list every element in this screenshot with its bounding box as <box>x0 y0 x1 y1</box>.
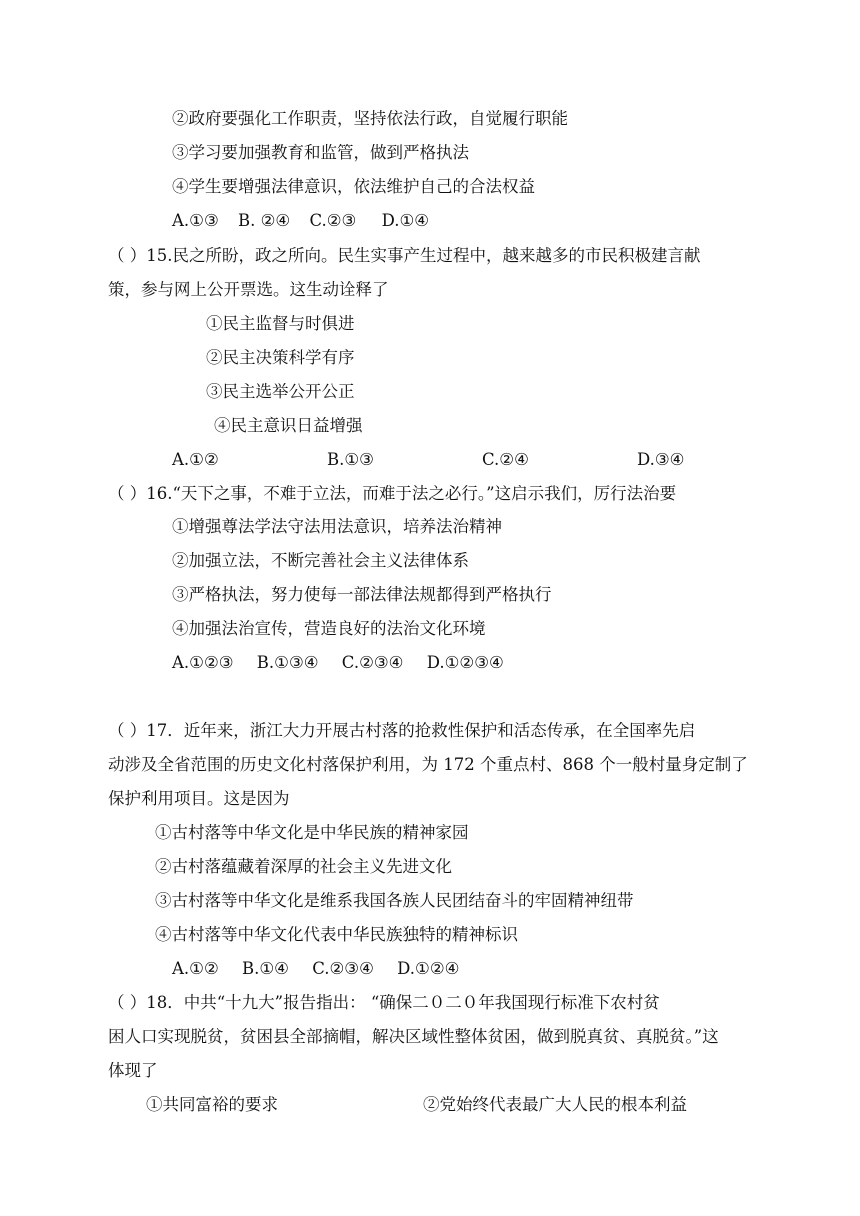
q15-item-2: ②民主决策科学有序 <box>206 348 355 367</box>
q16-item-1: ①增强尊法学法守法用法意识，培养法治精神 <box>172 517 502 536</box>
q16-answer-blank: （ ） <box>108 484 147 503</box>
q15-option-b: B.①③ <box>327 450 374 469</box>
q16-stem-line-1 <box>108 483 676 505</box>
q17-answer-blank: （ ） <box>108 721 147 740</box>
q17-options <box>172 958 459 980</box>
q17-item-2: ②古村落蕴藏着深厚的社会主义先进文化 <box>155 857 452 876</box>
q18-item-1: ①共同富裕的要求 <box>146 1095 278 1114</box>
q15-option-a: A.①② <box>172 450 219 469</box>
q17-option-c: C.②③④ <box>312 959 374 978</box>
q17-item-1: ①古村落等中华文化是中华民族的精神家园 <box>155 823 469 842</box>
q14-item-3: ③学习要加强教育和监管，做到严格执法 <box>172 143 469 162</box>
q15-stem-line-1 <box>108 245 701 267</box>
q18-answer-blank: （ ） <box>108 993 147 1012</box>
q14-item-4: ④学生要增强法律意识，依法维护自己的合法权益 <box>172 177 535 196</box>
q15-stem-line-2: 策，参与网上公开票选。这生动诠释了 <box>108 280 389 299</box>
q15-item-3: ③民主选举公开公正 <box>206 382 355 401</box>
q15-item-4: ④民主意识日益增强 <box>214 416 363 435</box>
q18-stem-line-1 <box>108 992 660 1014</box>
q18-stem-line-2: 困人口实现脱贫，贫困县全部摘帽，解决区域性整体贫困，做到脱真贫、真脱贫。”这 <box>108 1027 719 1046</box>
q14-option-b: B. ②④ <box>238 211 291 230</box>
q15-stem-text: 15.民之所盼，政之所向。民生实事产生过程中，越来越多的市民积极建言献 <box>146 246 701 265</box>
q15-answer-blank: （ ） <box>108 246 147 265</box>
q17-item-4: ④古村落等中华文化代表中华民族独特的精神标识 <box>155 925 518 944</box>
q18-item-2: ②党始终代表最广大人民的根本利益 <box>423 1095 687 1114</box>
q17-option-d: D.①②④ <box>397 959 460 978</box>
q16-stem-text: 16.“天下之事，不难于立法，而难于法之必行。”这启示我们，厉行法治要 <box>146 484 677 503</box>
q18-stem-text: 18．中共“十九大”报告指出： “确保二０二０年我国现行标准下农村贫 <box>146 993 660 1012</box>
q14-options <box>172 210 429 232</box>
q17-stem-line-3: 保护利用项目。这是因为 <box>108 789 290 808</box>
q16-item-4: ④加强法治宣传，营造良好的法治文化环境 <box>172 619 486 638</box>
q16-options <box>172 652 504 674</box>
q16-option-a: A.①②③ <box>172 653 234 672</box>
q15-item-1: ①民主监督与时俱进 <box>206 314 355 333</box>
q17-stem-line-2: 动涉及全省范围的历史文化村落保护利用，为 172 个重点村、868 个一般村量身定制了 <box>108 755 748 774</box>
q14-option-c: C.②③ <box>309 211 357 230</box>
q15-option-d: D.③④ <box>637 450 685 469</box>
q17-stem-line-1 <box>108 720 695 742</box>
q17-item-3: ③古村落等中华文化是维系我国各族人民团结奋斗的牢固精神纽带 <box>155 891 634 910</box>
q16-option-b: B.①③④ <box>256 653 319 672</box>
q14-option-a: A.①③ <box>172 211 219 230</box>
q17-option-a: A.①② <box>172 959 219 978</box>
q17-stem-text: 17．近年来，浙江大力开展古村落的抢救性保护和活态传承，在全国率先启 <box>146 721 696 740</box>
q14-option-d: D.①④ <box>381 211 430 230</box>
q18-stem-line-3: 体现了 <box>108 1061 158 1080</box>
q16-item-3: ③严格执法，努力使每一部法律法规都得到严格执行 <box>172 585 552 604</box>
q17-option-b: B.①④ <box>242 959 289 978</box>
q14-item-2: ②政府要强化工作职责，坚持依法行政，自觉履行职能 <box>172 109 568 128</box>
q16-item-2: ②加强立法，不断完善社会主义法律体系 <box>172 551 469 570</box>
q16-option-d: D.①②③④ <box>426 653 504 672</box>
q16-option-c: C.②③④ <box>341 653 404 672</box>
q15-option-c: C.②④ <box>482 450 529 469</box>
